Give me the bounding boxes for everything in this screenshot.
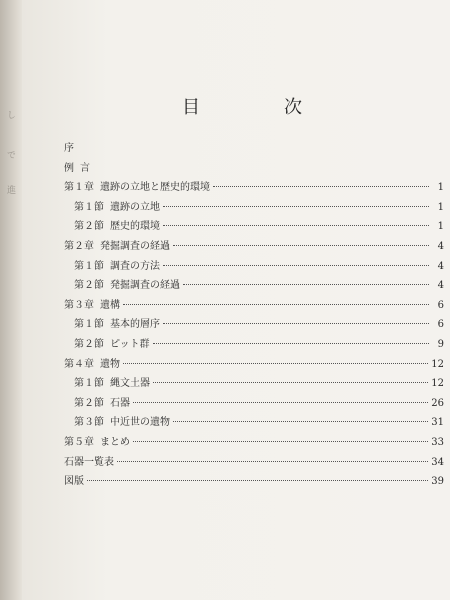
dot-leader [163,323,429,324]
dot-leader [133,402,428,403]
dot-leader [153,343,429,344]
toc-chapter-row [64,237,444,257]
toc-number: 第４章 [64,358,94,370]
toc-page-number: 34 [431,456,444,468]
toc-page-number: 12 [431,378,444,390]
toc-number: 第２節 [74,338,104,350]
toc-label: 遺構 [100,299,120,311]
dot-leader [173,421,428,422]
toc-section-row [64,198,444,218]
dot-leader [87,480,428,481]
dot-leader [163,225,429,226]
toc-label: 遺跡の立地 [110,201,160,213]
ghost-text: で [5,150,15,159]
toc-label: 発掘調査の経過 [100,240,170,252]
toc-chapter-row [64,433,444,453]
dot-leader [153,382,428,383]
toc-page-number: 6 [437,299,444,311]
ghost-text: 進 [5,185,15,194]
toc-page-number: 6 [437,319,444,331]
toc-label: まとめ [100,436,130,448]
toc-number: 第１節 [74,201,104,213]
toc-page-number: 4 [437,280,444,292]
title-char: 次 [284,97,302,118]
toc-label: 石器 [110,397,130,409]
dot-leader [163,206,429,207]
toc-page-number: 4 [437,240,444,252]
dot-leader [163,265,429,266]
page-title [182,93,302,119]
toc-section-row [64,335,444,355]
toc-section-row [64,276,444,296]
toc-label: 石器一覧表 [64,456,114,468]
dot-leader [133,441,428,442]
toc-section-row [64,374,444,394]
toc-page-number: 9 [437,338,444,350]
toc-number: 第２節 [74,397,104,409]
toc-label: 発掘調査の経過 [110,280,180,292]
dot-leader [173,245,429,246]
toc-page-number: 1 [437,221,444,233]
toc-number: 第１節 [74,260,104,272]
toc-label: 中近世の遺物 [110,417,170,429]
toc-label: 縄文土器 [110,378,150,390]
toc-label: 遺物 [100,358,120,370]
dot-leader [123,304,429,305]
toc-number: 第３章 [64,299,94,311]
toc-page-number: 4 [437,260,444,272]
toc-number: 第２節 [74,221,104,233]
toc-chapter-row [64,355,444,375]
toc-label: 遺跡の立地と歴史的環境 [100,182,210,194]
adjacent-page-edge [0,0,23,600]
toc-label: 序 [64,143,80,154]
toc-section-row [64,315,444,335]
toc-section-row [64,257,444,277]
toc-chapter-row [64,178,444,198]
toc-section-row [64,217,444,237]
toc-section-row [64,413,444,433]
toc-page-number: 12 [431,358,444,370]
toc-number: 第３節 [74,417,104,429]
toc-number: 第１節 [74,319,104,331]
toc-label: 歴史的環境 [110,221,160,233]
toc-page-number: 1 [437,182,444,194]
toc-plain-row [64,139,444,159]
toc-label: 例言 [64,162,96,174]
toc-section-row [64,394,444,414]
toc-number: 第２章 [64,240,94,252]
table-of-contents [64,139,444,492]
toc-label: ピット群 [110,338,150,350]
toc-chapter-row [64,472,444,492]
toc-page-number: 31 [431,417,444,429]
toc-page-number: 33 [431,436,444,448]
toc-page-number: 26 [431,397,444,409]
ghost-text: し [5,110,15,119]
toc-plain-row [64,159,444,179]
toc-number: 第５章 [64,436,94,448]
toc-label: 調査の方法 [110,260,160,272]
toc-label: 図版 [64,476,84,488]
toc-page-number: 1 [437,201,444,213]
dot-leader [183,284,429,285]
dot-leader [213,186,429,187]
document-page [22,0,450,600]
dot-leader [117,461,428,462]
title-char: 目 [182,97,200,118]
toc-number: 第２節 [74,280,104,292]
toc-label: 基本的層序 [110,319,160,331]
toc-number: 第１章 [64,182,94,194]
toc-page-number: 39 [431,476,444,488]
toc-number: 第１節 [74,378,104,390]
dot-leader [123,363,428,364]
toc-chapter-row [64,453,444,473]
toc-chapter-row [64,296,444,316]
